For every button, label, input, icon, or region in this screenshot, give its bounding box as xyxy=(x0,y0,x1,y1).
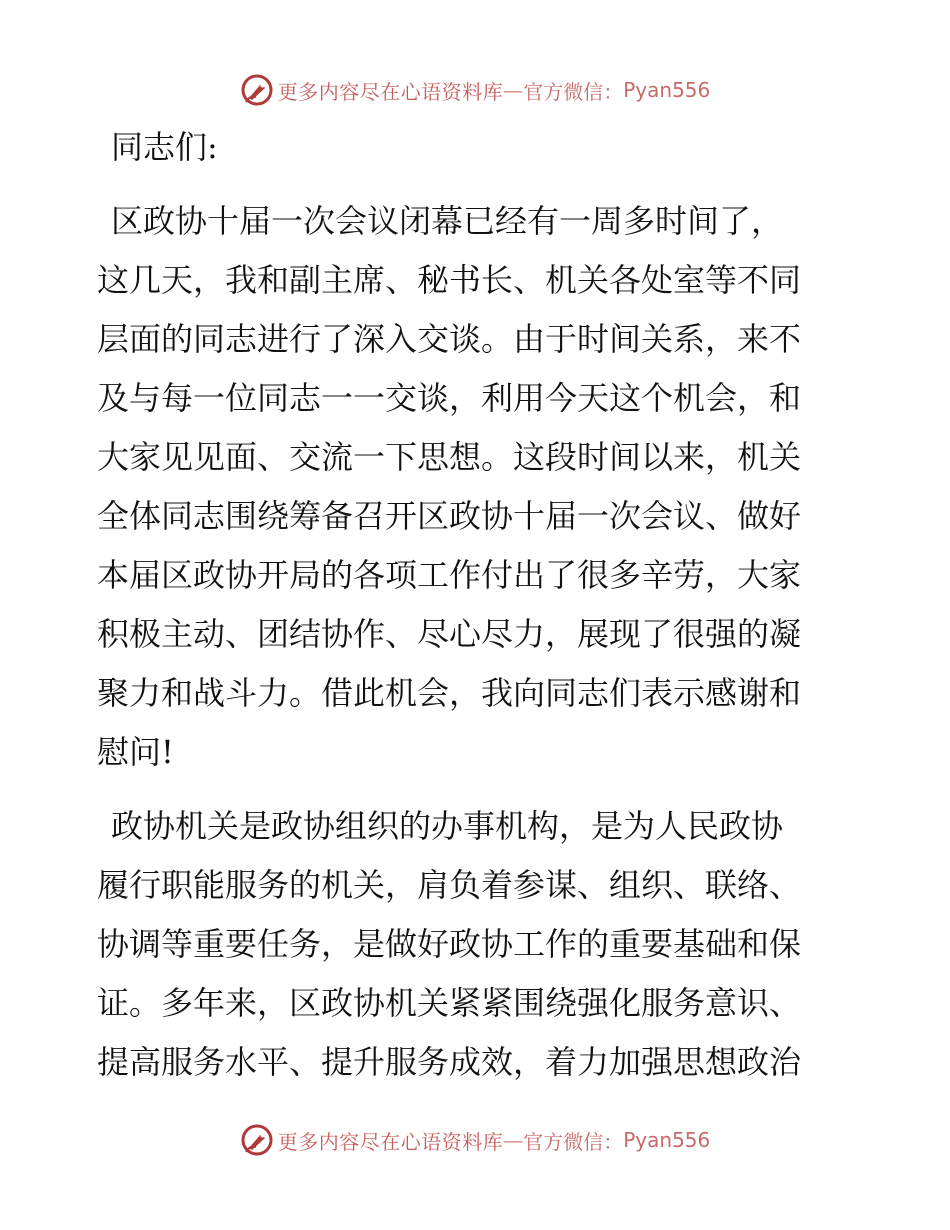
watermark-wechat-id: Pyan556 xyxy=(623,78,711,102)
paragraph-line: 政协机关是政协组织的办事机构，是为人民政协 xyxy=(111,807,784,845)
paragraph-line: 协调等重要任务，是做好政协工作的重要基础和保 xyxy=(97,925,802,963)
watermark-separator: — xyxy=(503,78,524,102)
paragraph-line: 提高服务水平、提升服务成效，着力加强思想政治 xyxy=(97,1043,802,1081)
watermark-text: 更多内容尽在心语资料库 xyxy=(277,79,504,104)
paragraph-line: 本届区政协开局的各项工作付出了很多辛劳，大家 xyxy=(97,556,802,594)
paragraph-line: 区政协十届一次会议闭幕已经有一周多时间了， xyxy=(111,202,784,240)
paragraph-gap xyxy=(97,782,849,797)
pen-nib-circle-icon xyxy=(240,73,274,107)
pen-nib-circle-icon xyxy=(240,1123,274,1157)
paragraph-line: 证。多年来，区政协机关紧紧围绕强化服务意识、 xyxy=(97,984,802,1022)
paragraph-line: 积极主动、团结协作、尽心尽力，展现了很强的凝 xyxy=(97,615,802,653)
watermark-text: 更多内容尽在心语资料库 xyxy=(277,1129,504,1154)
greeting: 同志们: xyxy=(111,128,218,166)
footer-watermark xyxy=(0,1118,950,1162)
paragraph-line: 这几天，我和副主席、秘书长、机关各处室等不同 xyxy=(97,261,802,299)
paragraph xyxy=(97,192,849,782)
paragraph-line: 聚力和战斗力。借此机会，我向同志们表示感谢和 xyxy=(97,674,802,712)
paragraph-line: 慰问! xyxy=(97,733,174,771)
header-watermark xyxy=(0,68,950,112)
document-body xyxy=(97,118,849,1092)
paragraph-line: 及与每一位同志一一交谈，利用今天这个机会，和 xyxy=(97,379,802,417)
paragraph-line: 层面的同志进行了深入交谈。由于时间关系，来不 xyxy=(97,320,802,358)
paragraph xyxy=(97,797,849,1092)
watermark-label: 官方微信： xyxy=(523,1129,624,1154)
paragraph-line: 履行职能服务的机关，肩负着参谋、组织、联络、 xyxy=(97,866,802,904)
paragraph-gap xyxy=(97,177,849,192)
paragraph-line: 全体同志围绕筹备召开区政协十届一次会议、做好 xyxy=(97,497,802,535)
watermark-label: 官方微信： xyxy=(523,79,624,104)
watermark-wechat-id: Pyan556 xyxy=(623,1128,711,1152)
paragraph-line: 大家见见面、交流一下思想。这段时间以来，机关 xyxy=(97,438,802,476)
watermark-separator: — xyxy=(503,1128,524,1152)
